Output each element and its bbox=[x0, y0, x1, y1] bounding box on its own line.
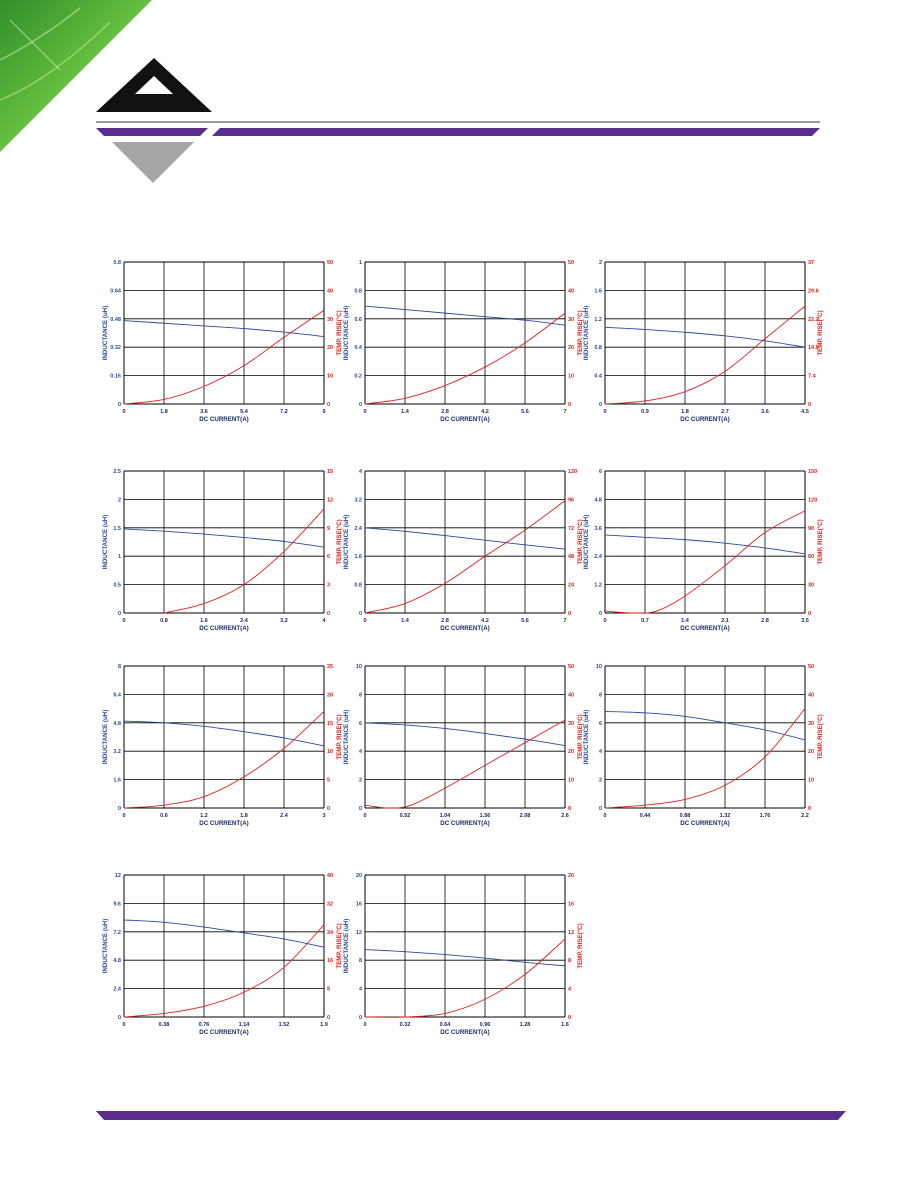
x-tick-label: 1.4 bbox=[401, 409, 409, 415]
inductance-curve bbox=[124, 920, 324, 947]
y-axis-label: INDUCTANCE (uH) bbox=[102, 514, 109, 570]
x-tick-label: 2.8 bbox=[441, 409, 449, 415]
inductance-curve bbox=[605, 711, 805, 739]
x-tick-label: 0 bbox=[363, 813, 367, 819]
x-tick-label: 2.08 bbox=[519, 813, 531, 819]
y2-tick-label: 3 bbox=[327, 582, 331, 589]
y2-tick-label: 32 bbox=[327, 901, 334, 908]
y-tick-label: 0 bbox=[117, 1015, 121, 1021]
y-axis-label: INDUCTANCE (uH) bbox=[583, 709, 590, 765]
y-tick-label: 2 bbox=[358, 777, 362, 784]
x-tick-label: 0 bbox=[603, 618, 607, 624]
y-tick-label: 0.8 bbox=[354, 288, 362, 295]
x-tick-label: 0 bbox=[603, 409, 607, 415]
x-tick-label: 1.32 bbox=[719, 813, 731, 819]
temp-rise-curve bbox=[365, 313, 565, 404]
y-tick-label: 4.8 bbox=[594, 497, 602, 504]
x-axis-label: DC CURRENT(A) bbox=[199, 625, 249, 632]
y-tick-label: 0.8 bbox=[354, 582, 362, 589]
x-axis-label: DC CURRENT(A) bbox=[440, 416, 490, 423]
y-tick-label: 4.8 bbox=[113, 958, 121, 965]
y2-axis-label: TEMP. RISE(°C) bbox=[577, 923, 584, 969]
y-tick-label: 0.6 bbox=[354, 316, 362, 323]
y2-tick-label: 20 bbox=[327, 345, 334, 352]
y-tick-label: 1.6 bbox=[594, 288, 602, 295]
y-tick-label: 6 bbox=[598, 469, 602, 475]
y2-tick-label: 20 bbox=[327, 692, 334, 699]
y-tick-label: 1.5 bbox=[113, 525, 121, 532]
x-tick-label: 1.4 bbox=[681, 618, 689, 624]
x-tick-label: 1.8 bbox=[240, 813, 248, 819]
y2-tick-label: 25 bbox=[327, 664, 334, 670]
y2-tick-label: 50 bbox=[568, 664, 575, 670]
x-tick-label: 7.2 bbox=[280, 409, 288, 415]
x-tick-label: 2.1 bbox=[721, 618, 729, 624]
chart-6 bbox=[583, 469, 824, 632]
x-tick-label: 1.56 bbox=[479, 813, 491, 819]
y-tick-label: 2.4 bbox=[113, 986, 121, 993]
y2-tick-label: 0 bbox=[568, 1015, 572, 1021]
x-tick-label: 1.8 bbox=[681, 409, 689, 415]
y2-tick-label: 16 bbox=[327, 958, 334, 965]
y2-axis-label: TEMP. RISE(°C) bbox=[817, 519, 824, 565]
y2-tick-label: 20 bbox=[568, 873, 575, 879]
y2-tick-label: 30 bbox=[568, 720, 575, 727]
y2-tick-label: 96 bbox=[568, 497, 575, 504]
x-tick-label: 1.28 bbox=[519, 1022, 531, 1028]
y2-tick-label: 120 bbox=[808, 497, 818, 504]
y2-tick-label: 12 bbox=[327, 497, 334, 504]
temp-rise-curve bbox=[124, 310, 324, 404]
y-tick-label: 1.2 bbox=[594, 316, 602, 323]
y-tick-label: 12 bbox=[114, 873, 121, 879]
chart-7 bbox=[102, 664, 343, 827]
y-tick-label: 0 bbox=[598, 611, 602, 617]
x-tick-label: 5.6 bbox=[521, 409, 529, 415]
y2-tick-label: 50 bbox=[327, 260, 334, 266]
y-tick-label: 2 bbox=[598, 777, 602, 784]
x-tick-label: 0 bbox=[122, 813, 126, 819]
x-tick-label: 3.5 bbox=[801, 618, 809, 624]
y2-tick-label: 40 bbox=[808, 692, 815, 699]
y2-tick-label: 30 bbox=[327, 316, 334, 323]
x-tick-label: 1.8 bbox=[160, 409, 168, 415]
y-tick-label: 8 bbox=[358, 958, 362, 965]
inductance-curve bbox=[365, 950, 565, 966]
x-tick-label: 3.6 bbox=[200, 409, 208, 415]
y-tick-label: 2 bbox=[117, 497, 121, 504]
y2-tick-label: 24 bbox=[327, 929, 334, 936]
temp-rise-curve bbox=[124, 711, 324, 808]
temp-rise-curve bbox=[365, 939, 565, 1017]
y2-tick-label: 5 bbox=[327, 777, 331, 784]
y-tick-label: 0.16 bbox=[110, 373, 121, 380]
y-axis-label: INDUCTANCE (uH) bbox=[343, 709, 350, 765]
temp-rise-curve bbox=[605, 511, 805, 613]
chart-2 bbox=[343, 260, 584, 423]
x-tick-label: 2.2 bbox=[801, 813, 809, 819]
x-tick-label: 3.2 bbox=[280, 618, 288, 624]
chart-9 bbox=[583, 664, 824, 827]
x-axis-label: DC CURRENT(A) bbox=[440, 625, 490, 632]
x-tick-label: 2.8 bbox=[761, 618, 769, 624]
y2-tick-label: 0 bbox=[327, 402, 331, 408]
y-tick-label: 8 bbox=[598, 692, 602, 699]
chart-1 bbox=[102, 260, 343, 423]
y2-tick-label: 150 bbox=[808, 469, 818, 475]
y-axis-label: INDUCTANCE (uH) bbox=[102, 918, 109, 974]
y-axis-label: INDUCTANCE (uH) bbox=[343, 918, 350, 974]
x-axis-label: DC CURRENT(A) bbox=[680, 820, 730, 827]
y-tick-label: 2.4 bbox=[354, 525, 362, 532]
y2-tick-label: 120 bbox=[568, 469, 578, 475]
y2-tick-label: 12 bbox=[568, 929, 575, 936]
y2-axis-label: TEMP. RISE(°C) bbox=[336, 310, 343, 356]
x-tick-label: 2.6 bbox=[561, 813, 569, 819]
y-tick-label: 4 bbox=[358, 986, 362, 993]
y2-tick-label: 6 bbox=[327, 554, 331, 561]
x-tick-label: 1.2 bbox=[200, 813, 208, 819]
y-axis-label: INDUCTANCE (uH) bbox=[102, 709, 109, 765]
inductance-curve bbox=[365, 723, 565, 746]
y2-tick-label: 0 bbox=[327, 806, 331, 812]
y-tick-label: 1 bbox=[117, 554, 121, 561]
x-tick-label: 7 bbox=[563, 409, 567, 415]
y-tick-label: 1.6 bbox=[113, 777, 121, 784]
x-tick-label: 0.64 bbox=[439, 1022, 451, 1028]
y2-tick-label: 10 bbox=[568, 777, 575, 784]
inductance-curve bbox=[605, 535, 805, 554]
y2-axis-label: TEMP. RISE(°C) bbox=[336, 923, 343, 969]
y2-tick-label: 14.8 bbox=[808, 345, 819, 352]
x-tick-label: 1.6 bbox=[200, 618, 208, 624]
chart-11 bbox=[343, 873, 584, 1036]
x-axis-label: DC CURRENT(A) bbox=[199, 1029, 249, 1036]
y-tick-label: 3.6 bbox=[594, 525, 602, 532]
y2-tick-label: 90 bbox=[808, 525, 815, 532]
y2-tick-label: 7.4 bbox=[808, 373, 816, 380]
y2-axis-label: TEMP. RISE(°C) bbox=[577, 310, 584, 356]
y-tick-label: 4.8 bbox=[113, 720, 121, 727]
y-tick-label: 0.2 bbox=[354, 373, 362, 380]
y2-tick-label: 0 bbox=[568, 402, 572, 408]
y2-tick-label: 16 bbox=[568, 901, 575, 908]
y2-tick-label: 40 bbox=[327, 288, 334, 295]
chart-5 bbox=[343, 469, 584, 632]
y2-tick-label: 22.2 bbox=[808, 316, 819, 323]
x-tick-label: 0.88 bbox=[679, 813, 691, 819]
x-axis-label: DC CURRENT(A) bbox=[440, 1029, 490, 1036]
x-tick-label: 1.76 bbox=[759, 813, 771, 819]
y-tick-label: 6 bbox=[358, 720, 362, 727]
y2-tick-label: 20 bbox=[808, 749, 815, 756]
y-tick-label: 1 bbox=[358, 260, 362, 266]
x-tick-label: 9 bbox=[322, 409, 326, 415]
inductance-curve bbox=[124, 721, 324, 746]
x-tick-label: 1.52 bbox=[278, 1022, 290, 1028]
x-tick-label: 1.14 bbox=[238, 1022, 250, 1028]
x-tick-label: 1.6 bbox=[561, 1022, 569, 1028]
x-tick-label: 0 bbox=[363, 1022, 367, 1028]
y2-tick-label: 0 bbox=[808, 611, 812, 617]
y2-tick-label: 60 bbox=[808, 554, 815, 561]
y2-tick-label: 40 bbox=[327, 873, 334, 879]
y2-axis-label: TEMP. RISE(°C) bbox=[817, 310, 824, 356]
y-tick-label: 0.5 bbox=[113, 582, 121, 589]
y-tick-label: 0.8 bbox=[113, 260, 121, 266]
y-tick-label: 1.6 bbox=[354, 554, 362, 561]
y-tick-label: 4 bbox=[358, 469, 362, 475]
y-tick-label: 0 bbox=[117, 402, 121, 408]
y-axis-label: INDUCTANCE (uH) bbox=[343, 514, 350, 570]
x-tick-label: 0.76 bbox=[198, 1022, 210, 1028]
y2-tick-label: 15 bbox=[327, 469, 334, 475]
x-tick-label: 5.4 bbox=[240, 409, 248, 415]
y-tick-label: 8 bbox=[358, 692, 362, 699]
y-tick-label: 0.8 bbox=[594, 345, 602, 352]
y-tick-label: 3.2 bbox=[113, 749, 121, 756]
y2-tick-label: 10 bbox=[327, 749, 334, 756]
y-tick-label: 3.2 bbox=[354, 497, 362, 504]
y-axis-label: INDUCTANCE (uH) bbox=[102, 305, 109, 361]
y-tick-label: 12 bbox=[355, 929, 362, 936]
x-tick-label: 3 bbox=[322, 813, 326, 819]
temp-rise-curve bbox=[365, 501, 565, 613]
y-tick-label: 2.5 bbox=[113, 469, 121, 475]
x-tick-label: 2.4 bbox=[280, 813, 288, 819]
y-tick-label: 0 bbox=[117, 806, 121, 812]
x-tick-label: 0.9 bbox=[641, 409, 649, 415]
y-tick-label: 0 bbox=[358, 806, 362, 812]
y-tick-label: 2.4 bbox=[594, 554, 602, 561]
y2-tick-label: 0 bbox=[327, 611, 331, 617]
y2-tick-label: 50 bbox=[568, 260, 575, 266]
y-tick-label: 0.4 bbox=[354, 345, 362, 352]
y2-tick-label: 48 bbox=[568, 554, 575, 561]
chart-10 bbox=[102, 873, 343, 1036]
x-tick-label: 5.6 bbox=[521, 618, 529, 624]
x-axis-label: DC CURRENT(A) bbox=[199, 820, 249, 827]
x-tick-label: 0.32 bbox=[399, 1022, 411, 1028]
x-tick-label: 0.7 bbox=[641, 618, 649, 624]
x-tick-label: 0.44 bbox=[639, 813, 651, 819]
temp-rise-curve bbox=[124, 925, 324, 1017]
x-tick-label: 0.52 bbox=[399, 813, 411, 819]
y-tick-label: 6.4 bbox=[113, 692, 121, 699]
x-tick-label: 0 bbox=[122, 409, 126, 415]
y2-tick-label: 50 bbox=[808, 664, 815, 670]
chart-4 bbox=[102, 469, 343, 632]
y-tick-label: 4 bbox=[598, 749, 602, 756]
y2-tick-label: 30 bbox=[808, 720, 815, 727]
y2-axis-label: TEMP. RISE(°C) bbox=[577, 519, 584, 565]
y-axis-label: INDUCTANCE (uH) bbox=[343, 305, 350, 361]
y2-tick-label: 0 bbox=[808, 806, 812, 812]
y2-axis-label: TEMP. RISE(°C) bbox=[817, 714, 824, 760]
x-tick-label: 7 bbox=[563, 618, 567, 624]
y2-tick-label: 30 bbox=[568, 316, 575, 323]
y2-tick-label: 8 bbox=[327, 986, 331, 993]
y-tick-label: 0.48 bbox=[110, 316, 121, 323]
x-tick-label: 4.2 bbox=[481, 409, 489, 415]
x-axis-label: DC CURRENT(A) bbox=[199, 416, 249, 423]
y2-tick-label: 40 bbox=[568, 692, 575, 699]
y2-tick-label: 20 bbox=[568, 345, 575, 352]
y2-tick-label: 30 bbox=[808, 582, 815, 589]
temp-rise-curve bbox=[365, 720, 565, 808]
x-tick-label: 4.5 bbox=[801, 409, 809, 415]
x-axis-label: DC CURRENT(A) bbox=[680, 625, 730, 632]
y-tick-label: 8 bbox=[117, 664, 121, 670]
x-tick-label: 4.2 bbox=[481, 618, 489, 624]
x-axis-label: DC CURRENT(A) bbox=[680, 416, 730, 423]
y-tick-label: 0 bbox=[358, 611, 362, 617]
y-tick-label: 0 bbox=[598, 806, 602, 812]
temp-rise-curve bbox=[605, 709, 805, 808]
y-tick-label: 7.2 bbox=[113, 929, 121, 936]
y-tick-label: 6 bbox=[598, 720, 602, 727]
chart-3 bbox=[583, 260, 824, 423]
y-tick-label: 10 bbox=[355, 664, 362, 670]
y-tick-label: 0 bbox=[358, 1015, 362, 1021]
chart-8 bbox=[343, 664, 584, 827]
y2-tick-label: 10 bbox=[327, 373, 334, 380]
x-tick-label: 0 bbox=[603, 813, 607, 819]
y2-tick-label: 10 bbox=[568, 373, 575, 380]
inductance-curve bbox=[365, 528, 565, 549]
y-tick-label: 16 bbox=[355, 901, 362, 908]
footer-bar bbox=[0, 1100, 918, 1130]
x-axis-label: DC CURRENT(A) bbox=[440, 820, 490, 827]
y-tick-label: 20 bbox=[355, 873, 362, 879]
y-tick-label: 9.6 bbox=[113, 901, 121, 908]
x-tick-label: 0 bbox=[363, 409, 367, 415]
y-tick-label: 0.4 bbox=[594, 373, 602, 380]
y2-tick-label: 40 bbox=[568, 288, 575, 295]
y-tick-label: 10 bbox=[595, 664, 602, 670]
y2-tick-label: 0 bbox=[808, 402, 812, 408]
x-tick-label: 1.04 bbox=[439, 813, 451, 819]
inductance-curve bbox=[124, 529, 324, 547]
x-tick-label: 0.8 bbox=[160, 618, 168, 624]
y-axis-label: INDUCTANCE (uH) bbox=[583, 305, 590, 361]
y2-axis-label: TEMP. RISE(°C) bbox=[336, 714, 343, 760]
x-tick-label: 0 bbox=[363, 618, 367, 624]
y2-tick-label: 15 bbox=[327, 720, 334, 727]
x-tick-label: 2.4 bbox=[240, 618, 248, 624]
y2-tick-label: 4 bbox=[568, 986, 572, 993]
x-tick-label: 0 bbox=[122, 618, 126, 624]
y-axis-label: INDUCTANCE (uH) bbox=[583, 514, 590, 570]
x-tick-label: 1.4 bbox=[401, 618, 409, 624]
x-tick-label: 0.96 bbox=[479, 1022, 491, 1028]
y2-tick-label: 29.6 bbox=[808, 288, 819, 295]
y2-tick-label: 37 bbox=[808, 260, 815, 266]
x-tick-label: 3.6 bbox=[761, 409, 769, 415]
y2-axis-label: TEMP. RISE(°C) bbox=[577, 714, 584, 760]
y2-tick-label: 20 bbox=[568, 749, 575, 756]
y2-tick-label: 10 bbox=[808, 777, 815, 784]
y-tick-label: 0 bbox=[117, 611, 121, 617]
y-tick-label: 0.64 bbox=[110, 288, 121, 295]
temp-rise-curve bbox=[605, 306, 805, 404]
y2-tick-label: 72 bbox=[568, 525, 575, 532]
y2-tick-label: 24 bbox=[568, 582, 575, 589]
y2-tick-label: 9 bbox=[327, 525, 331, 532]
x-tick-label: 0 bbox=[122, 1022, 126, 1028]
y2-tick-label: 0 bbox=[327, 1015, 331, 1021]
y2-tick-label: 0 bbox=[568, 611, 572, 617]
y2-axis-label: TEMP. RISE(°C) bbox=[336, 519, 343, 565]
x-tick-label: 0.38 bbox=[158, 1022, 170, 1028]
y2-tick-label: 8 bbox=[568, 958, 572, 965]
y2-tick-label: 0 bbox=[568, 806, 572, 812]
y-tick-label: 0 bbox=[358, 402, 362, 408]
y-tick-label: 2 bbox=[598, 260, 602, 266]
y-tick-label: 0.32 bbox=[110, 345, 121, 352]
y-tick-label: 4 bbox=[358, 749, 362, 756]
x-tick-label: 2.7 bbox=[721, 409, 729, 415]
y-tick-label: 1.2 bbox=[594, 582, 602, 589]
y-tick-label: 0 bbox=[598, 402, 602, 408]
x-tick-label: 2.8 bbox=[441, 618, 449, 624]
inductance-curve bbox=[365, 306, 565, 325]
x-tick-label: 4 bbox=[322, 618, 326, 624]
inductance-curve bbox=[124, 321, 324, 337]
x-tick-label: 0.6 bbox=[160, 813, 168, 819]
x-tick-label: 1.9 bbox=[320, 1022, 328, 1028]
